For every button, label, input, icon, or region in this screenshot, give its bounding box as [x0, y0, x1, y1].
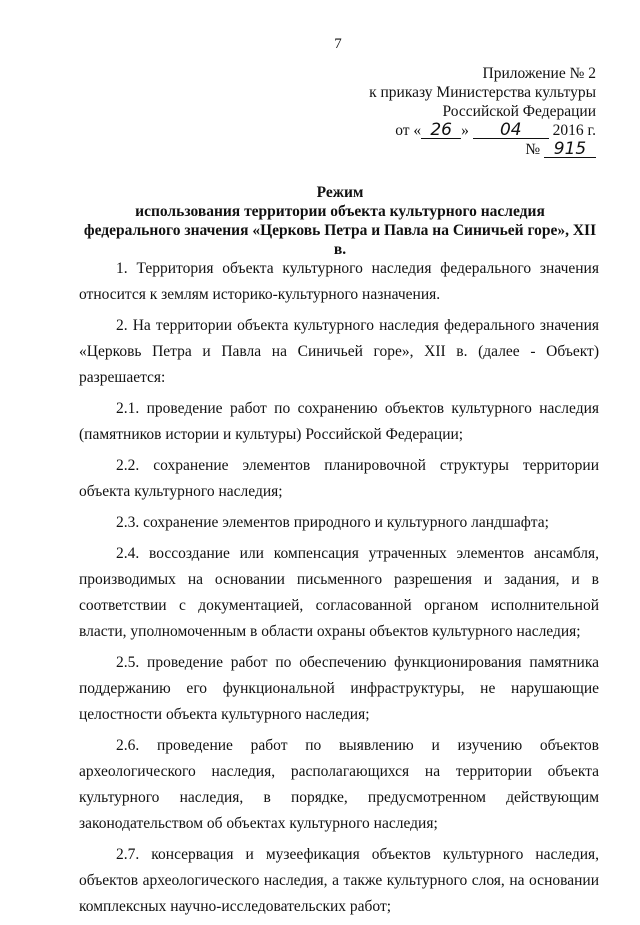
- paragraph-2-4: 2.4. воссоздание или компенсация утраченных элементов ансамбля, производимых на основании письменного разрешения и задания, и в соответствии с документацией, согласованной органом исполнительной власти, уполномоченным в области охраны объектов культурного наследия;: [79, 545, 599, 640]
- order-reference: к приказу Министерства культуры: [369, 84, 596, 101]
- order-date: [369, 121, 596, 140]
- appendix-header: [369, 64, 596, 159]
- date-mid: »: [461, 122, 469, 139]
- page-number: 7: [334, 36, 342, 52]
- document-title: [80, 183, 600, 259]
- appendix-label: Приложение № 2: [482, 65, 596, 82]
- paragraph-2-1: 2.1. проведение работ по сохранению объектов культурного наследия (памятников истории и культуры) Российской Федерации;: [79, 400, 599, 443]
- paragraph-2-5: 2.5. проведение работ по обеспечению функционирования памятника поддержанию его функциональной инфраструктуры, не нарушающие целостности объекта культурного наследия;: [79, 654, 599, 723]
- date-day: 26: [421, 122, 461, 139]
- document-body: [79, 256, 599, 925]
- date-year: 2016 г.: [552, 122, 596, 139]
- paragraph-2: 2. На территории объекта культурного наследия федерального значения «Церковь Петра и Павла на Синичьей горе», XII в. (далее - Объект) разрешается:: [79, 317, 599, 386]
- date-prefix: от «: [395, 122, 422, 139]
- number-value: 915: [544, 141, 596, 158]
- title-line-2: использования территории объекта культурного наследия: [135, 203, 545, 220]
- order-number: [369, 140, 596, 159]
- title-line-3: федерального значения «Церковь Петра и Павла на Синичьей горе», XII в.: [83, 222, 597, 258]
- number-prefix: №: [525, 141, 541, 158]
- paragraph-2-3: 2.3. сохранение элементов природного и культурного ландшафта;: [116, 514, 549, 531]
- paragraph-2-6: 2.6. проведение работ по выявлению и изучению объектов археологического наследия, располагающихся на территории объекта культурного наследия, в порядке, предусмотренном действующим законодательством об объектах культурного наследия;: [79, 737, 599, 832]
- paragraph-2-2: 2.2. сохранение элементов планировочной структуры территории объекта культурного наследия;: [79, 457, 599, 500]
- date-month: 04: [473, 122, 549, 139]
- title-line-1: Режим: [316, 184, 364, 201]
- paragraph-2-7: 2.7. консервация и музеефикация объектов культурного наследия, объектов археологического наследия, а также культурного слоя, на основании комплексных научно-исследовательских работ;: [79, 846, 599, 915]
- federation-name: Российской Федерации: [442, 103, 596, 120]
- paragraph-1: 1. Территория объекта культурного наследия федерального значения относится к землям историко-культурного назначения.: [79, 260, 599, 303]
